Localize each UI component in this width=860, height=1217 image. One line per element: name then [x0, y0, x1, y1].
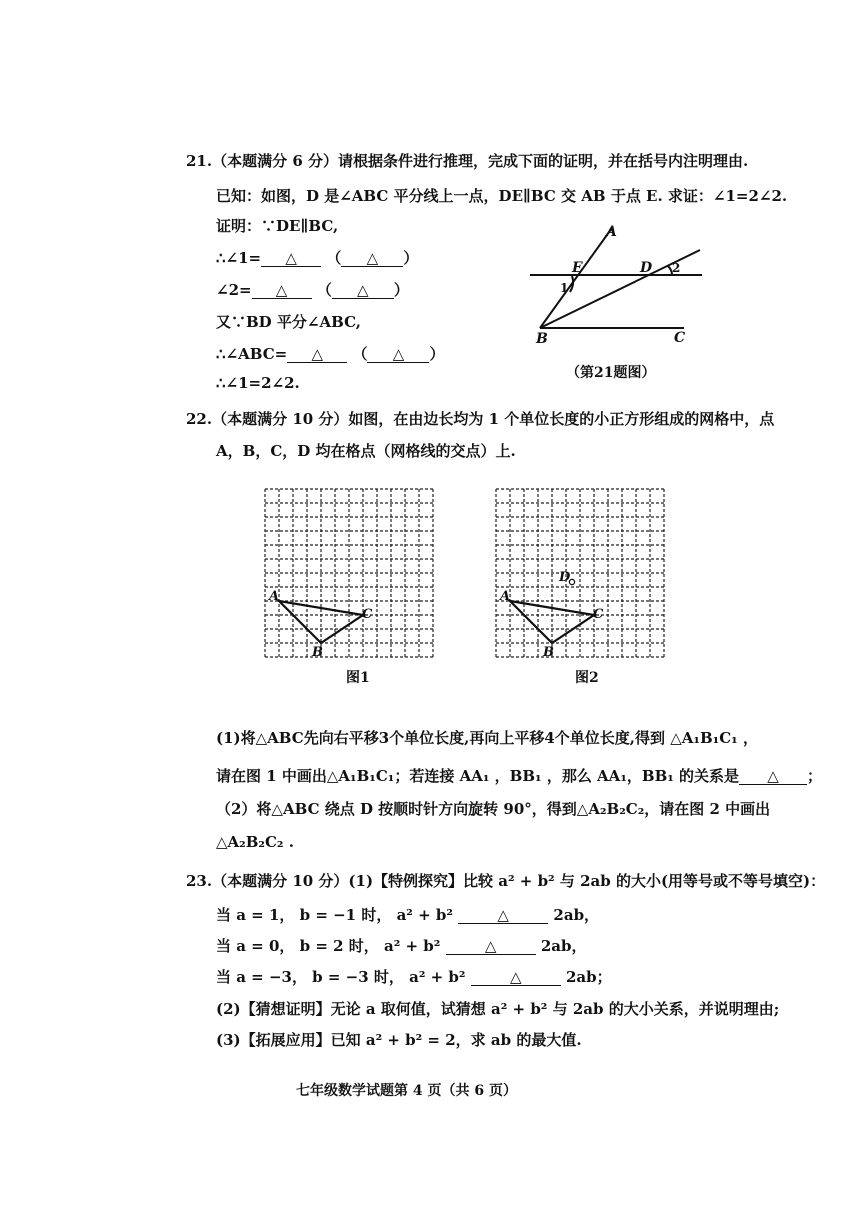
q21-heading: 21.（本题满分 6 分）请根据条件进行推理，完成下面的证明，并在括号内注明理由.: [186, 152, 749, 170]
q22-part1-end: ；: [807, 767, 823, 785]
point-a-label: A: [269, 589, 280, 604]
q21-step4: [216, 343, 444, 364]
q23-case1-text: 当 a = 1， b = −1 时， a² + b²: [216, 906, 453, 924]
q23-case1: [216, 904, 599, 925]
label-d: D: [640, 260, 653, 276]
point-c-label: C: [593, 607, 604, 622]
paren-close: ）: [403, 249, 419, 267]
q23-case2: [216, 935, 586, 956]
point-b-label: B: [543, 645, 554, 660]
q22-part1-text: 请在图 1 中画出△A₁B₁C₁；若连接 AA₁ ，BB₁ ，那么 AA₁，BB₁ 的关系是: [216, 767, 740, 785]
q23-case1-end: 2ab，: [553, 906, 600, 924]
label-b: B: [536, 331, 548, 347]
grid-figure-2: [493, 486, 673, 662]
q21-caption: （第21题图）: [566, 365, 656, 381]
point-a-label: A: [500, 589, 511, 604]
paren-close: ）: [393, 281, 409, 299]
q21-step2: [216, 279, 409, 300]
point-d-label: D: [559, 570, 571, 585]
paren-open: （: [352, 345, 368, 363]
label-angle2: 2: [672, 261, 681, 275]
q21-conclusion: ∴∠1=2∠2.: [216, 374, 300, 392]
q21-given: 已知：如图，D 是∠ABC 平分线上一点，DE∥BC 交 AB 于点 E. 求证：∠1=2∠2.: [216, 187, 788, 205]
q22-heading: 22.（本题满分 10 分）如图，在由边长均为 1 个单位长度的小正方形组成的网格中，点: [186, 410, 775, 428]
q23-case3: [216, 966, 612, 987]
q22-part1-line1: (1)将△ABC先向右平移3个单位长度,再向上平移4个单位长度,得到 △A₁B₁C₁ ，: [216, 729, 758, 747]
q22-part1-line2: [216, 765, 822, 786]
answer-blank[interactable]: △: [261, 250, 321, 267]
point-c-label: C: [362, 607, 373, 622]
answer-blank[interactable]: △: [458, 907, 548, 924]
q21-step3: 又∵BD 平分∠ABC,: [216, 313, 361, 331]
q21-step4-label: ∴∠ABC=: [216, 345, 288, 363]
answer-blank[interactable]: △: [287, 346, 347, 363]
page-footer: 七年级数学试题第 4 页（共 6 页）: [296, 1083, 517, 1099]
q21-step2-label: ∠2=: [216, 281, 252, 299]
paren-open: （: [326, 249, 342, 267]
label-angle1: 1: [560, 281, 569, 295]
q23-case3-text: 当 a = −3， b = −3 时， a² + b²: [216, 968, 466, 986]
label-a: A: [606, 224, 617, 240]
fig2-caption: 图2: [575, 670, 599, 686]
q23-part2: (2)【猜想证明】无论 a 取何值，试猜想 a² + b² 与 2ab 的大小关系，并说明理由;: [216, 1000, 780, 1018]
fig1-caption: 图1: [346, 670, 370, 686]
q23-case3-end: 2ab；: [565, 968, 612, 986]
label-e: E: [572, 260, 583, 276]
reason-blank[interactable]: △: [367, 346, 429, 363]
answer-blank[interactable]: △: [446, 938, 536, 955]
reason-blank[interactable]: △: [341, 250, 403, 267]
grid-figure-1: [262, 486, 442, 662]
q21-step1: [216, 247, 418, 268]
answer-blank[interactable]: △: [471, 969, 561, 986]
paren-close: ）: [429, 345, 445, 363]
label-c: C: [674, 330, 686, 346]
line-ba: [540, 228, 612, 328]
reason-blank[interactable]: △: [332, 282, 394, 299]
answer-blank[interactable]: △: [252, 282, 312, 299]
q23-part3: (3)【拓展应用】已知 a² + b² = 2，求 ab 的最大值.: [216, 1031, 582, 1049]
q23-heading: 23.（本题满分 10 分）(1)【特例探究】比较 a² + b² 与 2ab 的大小(用等号或不等号填空)：: [186, 872, 826, 890]
q23-case2-end: 2ab，: [540, 937, 587, 955]
q21-proof-start: 证明：∵DE∥BC,: [216, 217, 339, 235]
q21-step1-label: ∴∠1=: [216, 249, 262, 267]
q22-part2-line2: △A₂B₂C₂ .: [216, 833, 294, 851]
answer-blank[interactable]: △: [739, 768, 807, 785]
q23-case2-text: 当 a = 0， b = 2 时， a² + b²: [216, 937, 441, 955]
q22-part2-line1: （2）将△ABC 绕点 D 按顺时针方向旋转 90°，得到△A₂B₂C₂，请在图 2 中画出: [216, 800, 771, 818]
q21-figure: [520, 220, 720, 350]
paren-open: （: [316, 281, 332, 299]
point-b-label: B: [312, 645, 323, 660]
q22-heading-2: A，B，C，D 均在格点（网格线的交点）上.: [216, 442, 516, 460]
